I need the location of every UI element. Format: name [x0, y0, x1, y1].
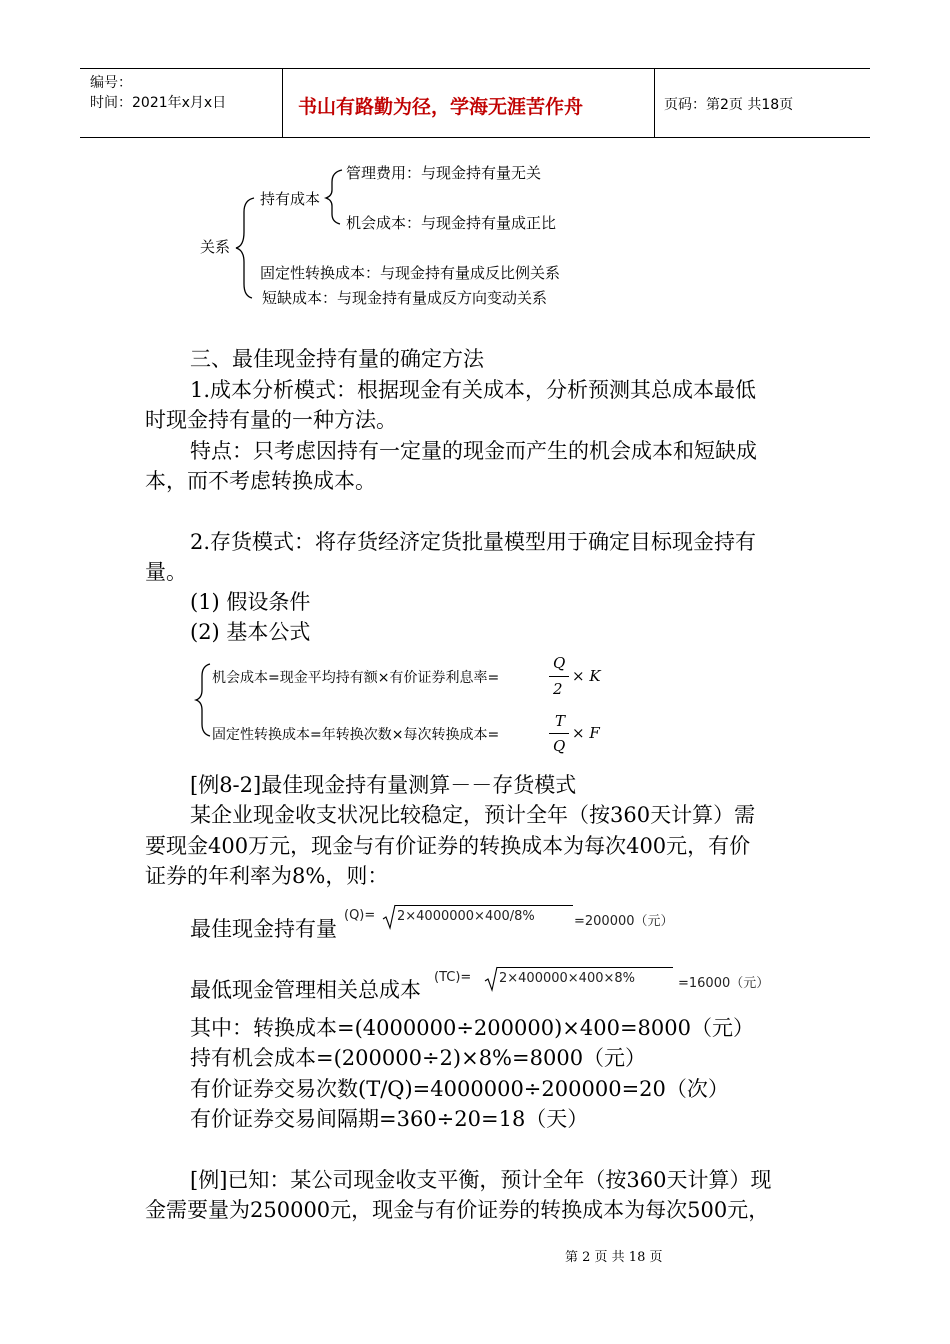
header-divider	[282, 69, 283, 137]
paragraph-line: 1.成本分析模式：根据现金有关成本，分析预测其总成本最低	[190, 378, 757, 402]
header-divider	[654, 69, 655, 137]
sqrt-sign	[382, 904, 396, 930]
diagram-holding-cost: 持有成本	[260, 190, 321, 208]
formula-opportunity: 机会成本=现金平均持有额×有价证券利息率=	[212, 670, 500, 686]
best-holding-result: =200000（元）	[574, 914, 674, 929]
fraction-numerator: T	[555, 712, 566, 730]
subheading: (2) 基本公式	[190, 620, 311, 644]
calc-line: 持有机会成本=(200000÷2)×8%=8000（元）	[190, 1046, 647, 1070]
formula-tail: × F	[572, 724, 600, 742]
paragraph-line: 某企业现金收支状况比较稳定，预计全年（按360天计算）需	[190, 803, 756, 827]
paragraph-line: 特点：只考虑因持有一定量的现金而产生的机会成本和短缺成	[190, 439, 757, 463]
fraction-bar	[549, 733, 569, 734]
best-holding-radicand: 2×4000000×400/8%	[397, 909, 535, 924]
min-cost-label: 最低现金管理相关总成本	[190, 978, 421, 1002]
fraction-denominator: 2	[553, 680, 563, 698]
page-info: 页码：第2页 共18页	[664, 97, 794, 113]
sqrt-overline	[395, 905, 573, 906]
min-cost-prefix: (TC)=	[434, 970, 472, 985]
paragraph-line: 要现金400万元，现金与有价证券的转换成本为每次400元，有价	[145, 834, 751, 858]
fraction-denominator: Q	[553, 737, 566, 755]
formula-conversion: 固定性转换成本=年转换次数×每次转换成本=	[212, 727, 500, 743]
subheading: (1) 假设条件	[190, 590, 311, 614]
section-title: 三、最佳现金持有量的确定方法	[190, 347, 484, 371]
diagram-mgmt-fee: 管理费用：与现金持有量无关	[346, 164, 542, 182]
best-holding-label: 最佳现金持有量	[190, 917, 337, 941]
diagram-shortage-cost: 短缺成本：与现金持有量成反方向变动关系	[262, 289, 548, 307]
paragraph-line: 量。	[145, 560, 187, 584]
header-motto: 书山有路勤为径，学海无涯苦作舟	[298, 96, 584, 118]
time-label: 时间：2021年x月x日	[90, 95, 227, 111]
example-title: [例8-2]最佳现金持有量测算－－存货模式	[190, 773, 577, 797]
serial-label: 编号：	[90, 75, 132, 91]
calc-line: 其中：转换成本=(4000000÷200000)×400=8000（元）	[190, 1016, 754, 1040]
sqrt-sign	[484, 966, 498, 992]
best-holding-prefix: (Q)=	[344, 908, 376, 923]
diagram-fixed-conversion: 固定性转换成本：与现金持有量成反比例关系	[260, 264, 561, 282]
fraction-numerator: Q	[553, 654, 566, 672]
calc-line: 有价证券交易次数(T/Q)=4000000÷200000=20（次）	[190, 1077, 729, 1101]
formula-tail: × K	[572, 667, 601, 685]
paragraph-line: 2.存货模式：将存货经济定货批量模型用于确定目标现金持有	[190, 530, 757, 554]
paragraph-line: 时现金持有量的一种方法。	[145, 408, 397, 432]
sqrt-overline	[497, 967, 673, 968]
page-footer: 第 2 页 共 18 页	[565, 1250, 663, 1265]
min-cost-result: =16000（元）	[678, 976, 770, 991]
paragraph-line: 本，而不考虑转换成本。	[145, 469, 376, 493]
paragraph-line: [例]已知：某公司现金收支平衡，预计全年（按360天计算）现	[190, 1168, 772, 1192]
fraction-bar	[549, 676, 569, 677]
diagram-root: 关系	[200, 238, 231, 256]
diagram-opportunity-cost: 机会成本：与现金持有量成正比	[346, 214, 557, 232]
paragraph-line: 金需要量为250000元，现金与有价证券的转换成本为每次500元，	[145, 1198, 770, 1222]
calc-line: 有价证券交易间隔期=360÷20=18（天）	[190, 1107, 589, 1131]
min-cost-radicand: 2×400000×400×8%	[499, 971, 636, 986]
paragraph-line: 证券的年利率为8%，则：	[145, 864, 389, 888]
